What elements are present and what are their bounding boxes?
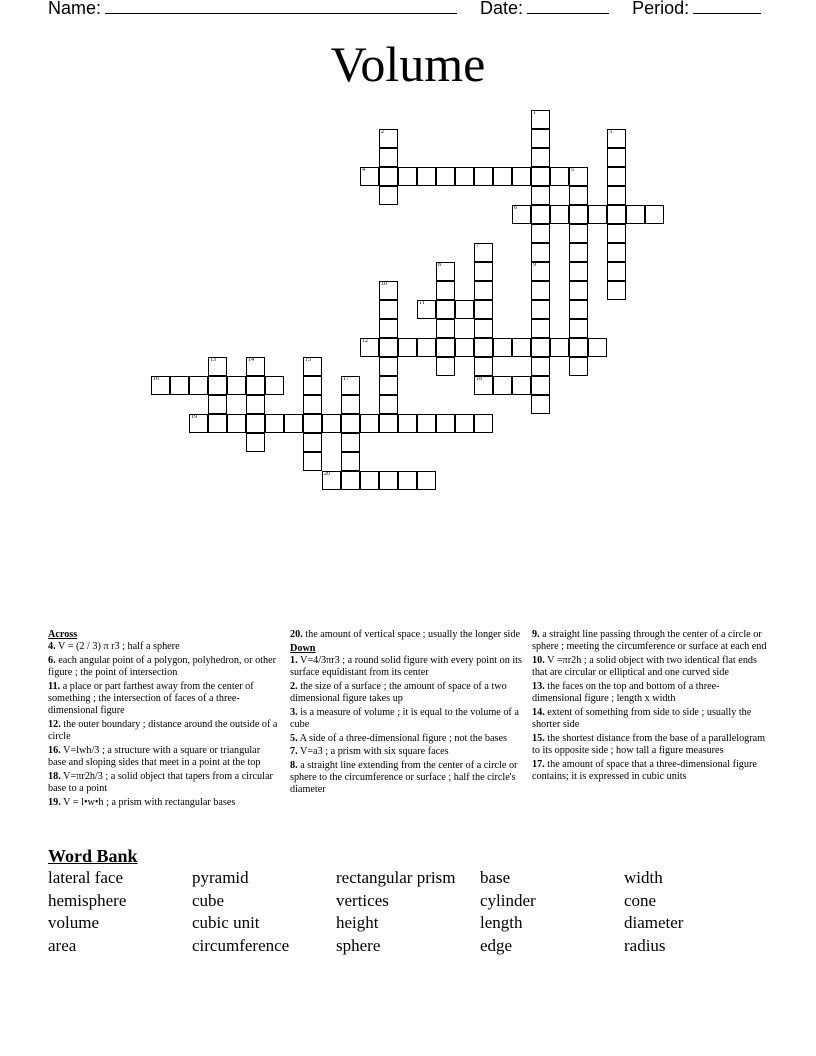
clue-item-text: a straight line passing through the center of a circle or sphere ; meeting the circumference or surface at each end xyxy=(532,629,767,653)
crossword-cell[interactable] xyxy=(208,414,227,433)
crossword-cell[interactable] xyxy=(436,414,455,433)
crossword-cell[interactable] xyxy=(531,167,550,186)
date-label: Date: xyxy=(480,0,524,18)
clue-item-number: 19. xyxy=(48,796,61,808)
crossword-cell[interactable] xyxy=(569,338,588,357)
crossword-cell[interactable] xyxy=(607,281,626,300)
crossword-cell[interactable] xyxy=(208,376,227,395)
word-bank-item: cylinder xyxy=(480,890,536,910)
crossword-cell[interactable] xyxy=(417,167,436,186)
clue-item xyxy=(290,707,524,731)
crossword-cell[interactable] xyxy=(474,319,493,338)
clue-number: 11 xyxy=(419,300,425,306)
crossword-cell[interactable] xyxy=(569,357,588,376)
crossword-cell[interactable] xyxy=(531,224,550,243)
crossword-cell[interactable] xyxy=(569,205,588,224)
word-bank-item: circumference xyxy=(192,935,290,955)
crossword-cell[interactable] xyxy=(379,395,398,414)
clue-item-number: 12. xyxy=(48,718,61,730)
clue-item-number: 2. xyxy=(290,680,298,692)
clue-item-number: 11. xyxy=(48,680,61,692)
clue-item-number: 9. xyxy=(532,629,540,640)
crossword-cell[interactable] xyxy=(417,471,436,490)
word-bank-item: height xyxy=(336,913,379,933)
clue-number: 10 xyxy=(381,281,387,287)
clue-number: 8 xyxy=(438,262,441,268)
crossword-cell[interactable] xyxy=(607,243,626,262)
crossword-cell[interactable] xyxy=(607,224,626,243)
clue-item-text: the outer boundary ; distance around the outside of a circle xyxy=(48,718,278,743)
clue-item-number: 8. xyxy=(290,760,298,772)
crossword-cell[interactable] xyxy=(550,167,569,186)
crossword-cell[interactable] xyxy=(626,205,645,224)
clue-item xyxy=(532,655,768,679)
clue-number: 9 xyxy=(533,262,536,268)
crossword-cell[interactable] xyxy=(569,243,588,262)
crossword-cell[interactable] xyxy=(474,338,493,357)
word-bank-title: Word Bank xyxy=(48,846,138,866)
crossword-cell[interactable] xyxy=(379,376,398,395)
clue-item-number: 16. xyxy=(48,744,61,756)
clue-number: 14 xyxy=(248,357,254,363)
crossword-cell[interactable] xyxy=(531,395,550,414)
crossword-cell[interactable] xyxy=(189,376,208,395)
crossword-cell[interactable] xyxy=(531,205,550,224)
clue-item-number: 3. xyxy=(290,706,298,718)
crossword-cell[interactable] xyxy=(569,224,588,243)
crossword-cell[interactable] xyxy=(531,129,550,148)
crossword-cell[interactable] xyxy=(531,319,550,338)
crossword-cell[interactable] xyxy=(607,262,626,281)
crossword-cell[interactable] xyxy=(379,167,398,186)
crossword-cell[interactable] xyxy=(474,357,493,376)
clue-item-text: the faces on the top and bottom of a three-dimensional figure ; length x width xyxy=(532,680,720,705)
crossword-cell[interactable] xyxy=(341,471,360,490)
crossword-cell[interactable] xyxy=(512,338,531,357)
crossword-cell[interactable] xyxy=(569,319,588,338)
clue-item-number: 7. xyxy=(290,746,298,758)
crossword-cell[interactable] xyxy=(227,414,246,433)
clue-number: 16 xyxy=(153,376,159,382)
crossword-cell[interactable] xyxy=(436,338,455,357)
clue-number: 12 xyxy=(362,338,368,344)
word-bank-item: vertices xyxy=(336,890,389,910)
clue-item xyxy=(48,771,280,795)
crossword-cell[interactable] xyxy=(474,167,493,186)
word-bank-item: pyramid xyxy=(192,868,249,887)
clue-item-number: 6. xyxy=(48,654,56,666)
clue-item-text: V =πr2h ; a solid object with two identical flat ends that are circular or elliptical and one curved side xyxy=(532,654,757,679)
clue-item-text: the amount of vertical space ; usually the longer side xyxy=(302,629,520,640)
clue-number: 1 xyxy=(533,110,536,116)
clue-item-text: V=a3 ; a prism with six square faces xyxy=(297,746,449,758)
crossword-cell[interactable] xyxy=(569,262,588,281)
crossword-cell[interactable] xyxy=(531,357,550,376)
crossword-cell[interactable] xyxy=(208,395,227,414)
clue-item xyxy=(532,681,768,705)
word-bank-item: hemisphere xyxy=(48,890,127,910)
crossword-cell[interactable] xyxy=(455,338,474,357)
crossword-cell[interactable] xyxy=(455,167,474,186)
crossword-cell[interactable] xyxy=(493,376,512,395)
clue-item xyxy=(48,797,280,809)
clue-item-number: 18. xyxy=(48,770,61,782)
crossword-cell[interactable] xyxy=(512,167,531,186)
clue-item xyxy=(290,629,524,641)
crossword-cell[interactable] xyxy=(379,148,398,167)
crossword-cell[interactable] xyxy=(322,414,341,433)
crossword-cell[interactable] xyxy=(531,376,550,395)
word-bank-item: rectangular prism xyxy=(336,868,456,887)
crossword-cell[interactable] xyxy=(341,452,360,471)
crossword-cell[interactable] xyxy=(531,281,550,300)
crossword-cell[interactable] xyxy=(303,395,322,414)
crossword-cell[interactable] xyxy=(588,205,607,224)
clue-item-number: 5. xyxy=(290,732,298,744)
crossword-cell[interactable] xyxy=(531,148,550,167)
crossword-cell[interactable] xyxy=(493,338,512,357)
word-bank-item: lateral face xyxy=(48,868,124,887)
word-bank-item: radius xyxy=(624,935,666,955)
crossword-cell[interactable] xyxy=(246,395,265,414)
clue-item-number: 4. xyxy=(48,641,56,653)
crossword-cell[interactable] xyxy=(303,452,322,471)
crossword-cell[interactable] xyxy=(303,433,322,452)
clue-item-text: V = l•w•h ; a prism with rectangular bases xyxy=(60,796,236,808)
crossword-cell[interactable] xyxy=(379,319,398,338)
clue-item xyxy=(290,733,524,745)
crossword-cell[interactable] xyxy=(265,414,284,433)
clue-item-text: V=πr2h/3 ; a solid object that tapers from a circular base to a point xyxy=(48,770,273,794)
clue-item-text: the amount of space that a three-dimensional figure contains; it is expressed in cubic units xyxy=(532,758,757,782)
crossword-cell[interactable] xyxy=(341,414,360,433)
clue-item xyxy=(532,733,768,757)
clue-item xyxy=(48,745,280,769)
crossword-cell[interactable] xyxy=(246,376,265,395)
crossword-cell[interactable] xyxy=(379,186,398,205)
clue-item-number: 15. xyxy=(532,732,545,744)
word-bank-item: diameter xyxy=(624,913,684,933)
crossword-cell[interactable] xyxy=(531,338,550,357)
clue-number: 17 xyxy=(343,376,349,382)
clue-item-text: V=lwh/3 ; a structure with a square or triangular base and sloping sides that meet in a point at the top xyxy=(48,744,261,769)
crossword-cell[interactable] xyxy=(360,414,379,433)
crossword-cell[interactable] xyxy=(531,186,550,205)
clue-number: 3 xyxy=(609,129,612,135)
crossword-cell[interactable] xyxy=(398,167,417,186)
clue-number: 4 xyxy=(362,167,365,173)
clue-column-1 xyxy=(48,629,280,810)
clue-item xyxy=(532,707,768,731)
clue-item xyxy=(290,746,524,758)
crossword-cell[interactable] xyxy=(531,300,550,319)
clue-item-text: a place or part farthest away from the center of something ; the intersection of faces of a three-dimensional figure xyxy=(48,680,254,717)
crossword-cell[interactable] xyxy=(436,167,455,186)
word-bank-item: volume xyxy=(48,913,99,933)
crossword-cell[interactable] xyxy=(588,338,607,357)
period-label: Period: xyxy=(632,0,690,18)
clue-item xyxy=(48,719,280,743)
clue-item-number: 17. xyxy=(532,758,545,770)
clue-item-text: V = (2 / 3) π r3 ; half a sphere xyxy=(55,641,180,653)
crossword-cell[interactable] xyxy=(379,338,398,357)
crossword-cell[interactable] xyxy=(436,319,455,338)
crossword-cell[interactable] xyxy=(398,471,417,490)
crossword-cell[interactable] xyxy=(436,300,455,319)
clue-item-number: 1. xyxy=(290,654,298,666)
crossword-cell[interactable] xyxy=(398,414,417,433)
crossword-cell[interactable] xyxy=(569,186,588,205)
crossword-cell[interactable] xyxy=(436,281,455,300)
crossword-cell[interactable] xyxy=(379,414,398,433)
crossword-cell[interactable] xyxy=(645,205,664,224)
word-bank-item: sphere xyxy=(336,935,381,955)
clue-number: 20 xyxy=(324,471,330,477)
clue-item-text: each angular point of a polygon, polyhedron, or other figure ; the point of intersection xyxy=(48,654,277,679)
clue-column-2 xyxy=(290,629,524,798)
clue-item xyxy=(532,759,768,783)
crossword-cell[interactable] xyxy=(303,414,322,433)
crossword-cell[interactable] xyxy=(284,414,303,433)
crossword-cell[interactable] xyxy=(550,338,569,357)
clue-number: 7 xyxy=(476,243,479,249)
clue-item-number: 20. xyxy=(290,629,303,640)
page-title: Volume xyxy=(330,36,486,92)
crossword-cell[interactable] xyxy=(607,148,626,167)
clue-item-text: the size of a surface ; the amount of space of a two dimensional figure takes up xyxy=(290,680,507,705)
word-bank-item: length xyxy=(480,913,523,933)
clue-number: 13 xyxy=(210,357,216,363)
clue-item xyxy=(290,681,524,705)
word-bank-item: cubic unit xyxy=(192,913,260,933)
crossword-cell[interactable] xyxy=(170,376,189,395)
clue-number: 19 xyxy=(191,414,197,420)
clue-item-number: 14. xyxy=(532,706,545,718)
clue-item-number: 10. xyxy=(532,654,545,666)
crossword-cell[interactable] xyxy=(607,167,626,186)
clue-number: 18 xyxy=(476,376,482,382)
crossword-cell[interactable] xyxy=(474,262,493,281)
clue-item-number: 13. xyxy=(532,680,545,692)
word-bank-item: edge xyxy=(480,935,513,955)
clue-item-text: extent of something from side to side ; usually the shorter side xyxy=(532,706,752,730)
clue-item xyxy=(48,681,280,718)
crossword-cell[interactable] xyxy=(531,243,550,262)
clue-column-3 xyxy=(532,629,768,784)
crossword-cell[interactable] xyxy=(455,300,474,319)
crossword-cell[interactable] xyxy=(398,338,417,357)
clue-item xyxy=(290,655,524,679)
crossword-cell[interactable] xyxy=(455,414,474,433)
crossword-cell[interactable] xyxy=(512,376,531,395)
crossword-cell[interactable] xyxy=(550,205,569,224)
crossword-cell[interactable] xyxy=(607,186,626,205)
crossword-cell[interactable] xyxy=(569,281,588,300)
crossword-cell[interactable] xyxy=(246,414,265,433)
clue-item xyxy=(290,760,524,797)
clue-item-text: V=4/3πr3 ; a round solid figure with every point on its surface equidistant from its center xyxy=(290,654,522,679)
clue-item-text: a straight line extending from the center of a circle or sphere to the circumference or surface ; half the circle's diameter xyxy=(290,760,518,796)
crossword-cell[interactable] xyxy=(379,357,398,376)
crossword-cell[interactable] xyxy=(341,395,360,414)
clue-number: 15 xyxy=(305,357,311,363)
crossword-cell[interactable] xyxy=(265,376,284,395)
clue-item xyxy=(532,629,768,653)
crossword-cell[interactable] xyxy=(379,300,398,319)
crossword-cell[interactable] xyxy=(436,357,455,376)
crossword-cell[interactable] xyxy=(246,433,265,452)
crossword-cell[interactable] xyxy=(303,376,322,395)
crossword-cell[interactable] xyxy=(569,300,588,319)
crossword-cell[interactable] xyxy=(474,281,493,300)
crossword-cell[interactable] xyxy=(379,471,398,490)
word-bank-item: base xyxy=(480,868,511,887)
crossword-cell[interactable] xyxy=(493,167,512,186)
crossword-cell[interactable] xyxy=(474,300,493,319)
crossword-cell[interactable] xyxy=(417,338,436,357)
crossword-cell[interactable] xyxy=(607,205,626,224)
clue-item xyxy=(48,655,280,679)
clue-item xyxy=(48,641,280,653)
clue-item-text: A side of a three-dimensional figure ; not the bases xyxy=(297,732,507,744)
down-heading: Down xyxy=(290,642,316,654)
across-heading: Across xyxy=(48,629,78,640)
clue-number: 5 xyxy=(571,167,574,173)
word-bank-item: cone xyxy=(624,890,657,910)
word-bank-item: width xyxy=(624,868,663,887)
crossword-cell[interactable] xyxy=(360,471,379,490)
word-bank-item: cube xyxy=(192,890,225,910)
clue-number: 6 xyxy=(514,205,517,211)
crossword-cell[interactable] xyxy=(417,414,436,433)
crossword-cell[interactable] xyxy=(227,376,246,395)
crossword-cell[interactable] xyxy=(474,414,493,433)
word-bank-item: area xyxy=(48,935,77,955)
clue-number: 2 xyxy=(381,129,384,135)
clue-item-text: is a measure of volume ; it is equal to the volume of a cube xyxy=(290,706,519,730)
name-label: Name: xyxy=(48,0,102,18)
crossword-cell[interactable] xyxy=(341,433,360,452)
clue-item-text: the shortest distance from the base of a parallelogram to its opposite side ; how tall a figure measures xyxy=(532,732,766,756)
